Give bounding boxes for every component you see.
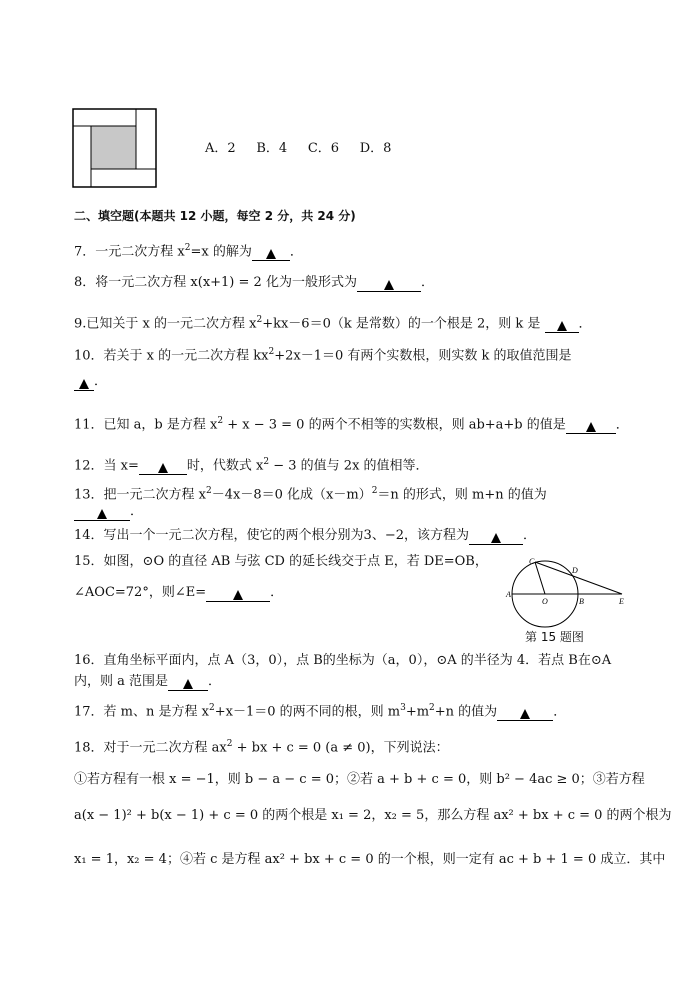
- question-11: 11．已知 a，b 是方程 $x^2 + x - 3 = 0$ 的两个不相等的实数根，则 ab+a+b 的值是 ．: [74, 416, 629, 433]
- question-17: 17．若 m、n 是方程 $x^2+x-1=0$ 的两不同的根，则 $m^3+m^2+n$ 的值为 ．: [74, 703, 567, 720]
- triangle-icon: [520, 709, 530, 719]
- question-18-line1: ①若方程有一根 x = −1，则 b − a − c = 0；②若 a + b + c = 0，则 b² − 4ac ≥ 0；③若方程: [74, 772, 645, 787]
- question-13: 13．把一元二次方程 $x^2-4x-8=0$ 化成$(x-m)^2=n$ 的形式，则 m+n 的值为: [74, 486, 547, 503]
- label-d: D: [572, 566, 578, 575]
- label-o: O: [542, 597, 548, 606]
- question-13-answer: ．: [74, 503, 143, 521]
- question-15-line2: ∠AOC=72°，则∠E= ．: [74, 585, 284, 600]
- question-18-line3: x₁ = 1，x₂ = 4；④若 c 是方程 ax² + bx + c = 0 的一个根，则一定有 ac + b + 1 = 0 成立．其中: [74, 852, 666, 867]
- figure-caption: 第 15 题图: [525, 630, 584, 644]
- triangle-icon: [183, 679, 193, 689]
- option-d: D．8: [359, 141, 392, 156]
- question-8: 8．将一元二次方程 x(x+1) = 2 化为一般形式为 ．: [74, 275, 434, 290]
- answer-blank[interactable]: [74, 376, 94, 391]
- question-14: 14．写出一个一元二次方程，使它的两个根分别为3、−2，该方程为 ．: [74, 528, 536, 543]
- answer-blank[interactable]: [252, 246, 290, 261]
- option-b: B．4: [256, 141, 288, 156]
- question-12: 12．当 x= 时，代数式 $x^2 - 3$ 的值与 2x 的值相等．: [74, 457, 429, 474]
- triangle-icon: [97, 509, 107, 519]
- question-15: 15．如图，⊙O 的直径 AB 与弦 CD 的延长线交于点 E，若 DE=OB，: [74, 554, 488, 569]
- answer-blank[interactable]: [74, 506, 130, 521]
- q6-options: [205, 140, 391, 158]
- question-16-line2: 内，则 a 范围是 ．: [74, 674, 222, 689]
- option-c: C．6: [307, 141, 340, 156]
- label-e: E: [619, 597, 624, 606]
- answer-blank[interactable]: [566, 419, 616, 434]
- square-figure: [72, 108, 158, 190]
- question-18-line2: a(x − 1)² + b(x − 1) + c = 0 的两个根是 x₁ = 2，x₂ = 5，那么方程 ax² + bx + c = 0 的两个根为: [74, 808, 672, 823]
- option-a: A．2: [205, 141, 236, 156]
- question-10: 10．若关于 x 的一元二次方程 $kx^2+2x-1=0$ 有两个实数根，则实数 k 的取值范围是: [74, 347, 572, 364]
- triangle-icon: [233, 590, 243, 600]
- answer-blank[interactable]: [497, 706, 553, 721]
- triangle-icon: [491, 533, 501, 543]
- circle-figure: [505, 556, 630, 628]
- label-c: C: [529, 557, 535, 566]
- question-18: 18．对于一元二次方程 $ax^2$ + bx + c = 0 (a ≠ 0)，下列说法：: [74, 739, 449, 756]
- answer-blank[interactable]: [545, 318, 579, 333]
- section-heading: 二、填空题(本题共 12 小题，每空 2 分，共 24 分): [74, 209, 356, 223]
- triangle-icon: [557, 321, 567, 331]
- question-10-answer: ．: [74, 373, 107, 391]
- label-a: A: [506, 590, 511, 599]
- answer-blank[interactable]: [357, 277, 421, 292]
- triangle-icon: [384, 280, 394, 290]
- answer-blank[interactable]: [168, 676, 208, 691]
- question-7: 7．一元二次方程 $x^2=x$ 的解为 ．: [74, 243, 303, 260]
- triangle-icon: [266, 249, 276, 259]
- answer-blank[interactable]: [139, 460, 187, 475]
- triangle-icon: [158, 463, 168, 473]
- answer-blank[interactable]: [469, 530, 523, 545]
- label-b: B: [579, 597, 584, 606]
- triangle-icon: [79, 379, 89, 389]
- triangle-icon: [586, 422, 596, 432]
- question-9: 9.已知关于 x 的一元二次方程 $x^2+kx-6=0(k$ 是常数）的一个根是 2，则 k 是 ．: [74, 315, 592, 332]
- question-16: 16．直角坐标平面内，点 A（3，0），点 B的坐标为（a，0），⊙A 的半径为 4．若点 B在⊙A: [74, 653, 612, 668]
- answer-blank[interactable]: [206, 587, 270, 602]
